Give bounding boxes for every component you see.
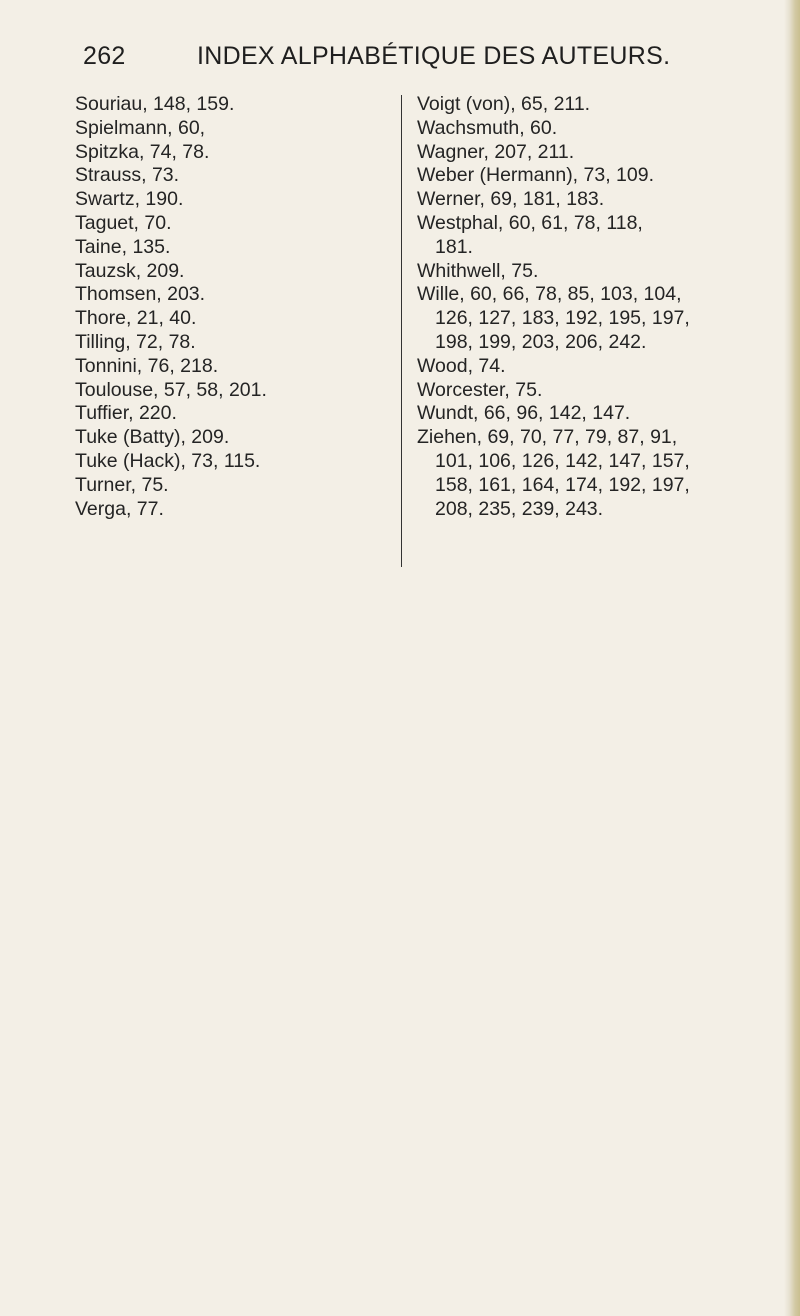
index-entry-continuation: 126, 127, 183, 192, 195, 197, <box>435 307 690 330</box>
index-entry-line: Wille, 60, 66, 78, 85, 103, 104, <box>417 283 682 306</box>
index-entry-line: Werner, 69, 181, 183. <box>417 188 605 211</box>
index-entry <box>75 498 380 522</box>
index-entry <box>417 141 757 165</box>
index-entry-line: Souriau, 148, 159. <box>75 93 235 115</box>
index-entry <box>417 402 757 426</box>
index-entry-continuation: 101, 106, 126, 142, 147, 157, <box>435 449 690 472</box>
index-entry-line: Swartz, 190. <box>75 188 184 211</box>
index-entry <box>417 117 757 141</box>
index-entry-continuation: 208, 235, 239, 243. <box>435 497 604 520</box>
index-entry-line: Worcester, 75. <box>417 378 543 401</box>
index-entry-line: Turner, 75. <box>75 473 169 496</box>
index-entry <box>417 355 757 379</box>
index-entry <box>75 474 380 498</box>
index-entry-line: Spielmann, 60, <box>75 116 206 139</box>
index-entry-line: Thomsen, 203. <box>75 283 206 306</box>
index-entry-line: Strauss, 73. <box>75 164 180 187</box>
index-entry-line: Verga, 77. <box>75 497 164 520</box>
index-entry <box>75 426 380 450</box>
index-entry <box>75 212 380 236</box>
index-entry-line: Tonnini, 76, 218. <box>75 354 219 377</box>
index-column-left <box>75 93 380 521</box>
index-entry-continuation: 158, 161, 164, 174, 192, 197, <box>435 473 690 496</box>
index-entry <box>75 236 380 260</box>
index-entry <box>417 93 757 117</box>
index-entry <box>75 164 380 188</box>
index-entry-line: Tuke (Batty), 209. <box>75 426 230 449</box>
index-entry <box>75 141 380 165</box>
index-entry <box>75 117 380 141</box>
page-edge-shading <box>784 0 800 1316</box>
index-entry <box>417 283 757 354</box>
index-entry <box>75 402 380 426</box>
index-entry <box>417 260 757 284</box>
index-entry <box>417 212 757 260</box>
index-entry-line: Thore, 21, 40. <box>75 307 197 330</box>
index-entry-line: Tauzsk, 209. <box>75 259 185 282</box>
index-entry-line: Westphal, 60, 61, 78, 118, <box>417 211 643 234</box>
index-entry-line: Wagner, 207, 211. <box>417 140 575 163</box>
index-entry <box>75 283 380 307</box>
header-title: INDEX ALPHABÉTIQUE DES AUTEURS. <box>197 42 671 70</box>
index-entry <box>417 188 757 212</box>
index-entry-line: Ziehen, 69, 70, 77, 79, 87, 91, <box>417 426 678 449</box>
index-entry <box>75 93 380 117</box>
index-entry-line: Voigt (von), 65, 211. <box>417 93 591 115</box>
index-entry-line: Taguet, 70. <box>75 211 172 234</box>
running-header <box>83 42 703 71</box>
index-entry-continuation: 198, 199, 203, 206, 242. <box>435 330 647 353</box>
index-entry <box>417 426 757 521</box>
index-entry-line: Tuffier, 220. <box>75 402 177 425</box>
index-entry <box>75 379 380 403</box>
page-number: 262 <box>83 42 126 70</box>
index-entry <box>75 355 380 379</box>
index-entry <box>75 307 380 331</box>
index-entry-line: Weber (Hermann), 73, 109. <box>417 164 654 187</box>
index-entry-line: Whithwell, 75. <box>417 259 539 282</box>
index-entry-line: Tilling, 72, 78. <box>75 330 196 353</box>
index-entry <box>417 379 757 403</box>
index-entry-line: Spitzka, 74, 78. <box>75 140 210 163</box>
index-entry-line: Taine, 135. <box>75 235 171 258</box>
index-entry-line: Wachsmuth, 60. <box>417 116 558 139</box>
index-entry-continuation: 181. <box>435 235 473 258</box>
index-entry-line: Toulouse, 57, 58, 201. <box>75 378 267 401</box>
column-divider <box>401 95 402 567</box>
index-column-right <box>417 93 757 521</box>
index-entry-line: Wundt, 66, 96, 142, 147. <box>417 402 631 425</box>
index-entry-line: Wood, 74. <box>417 354 506 377</box>
index-entry <box>75 450 380 474</box>
index-entry <box>417 164 757 188</box>
index-entry-line: Tuke (Hack), 73, 115. <box>75 449 261 472</box>
index-entry <box>75 260 380 284</box>
index-entry <box>75 331 380 355</box>
index-entry <box>75 188 380 212</box>
